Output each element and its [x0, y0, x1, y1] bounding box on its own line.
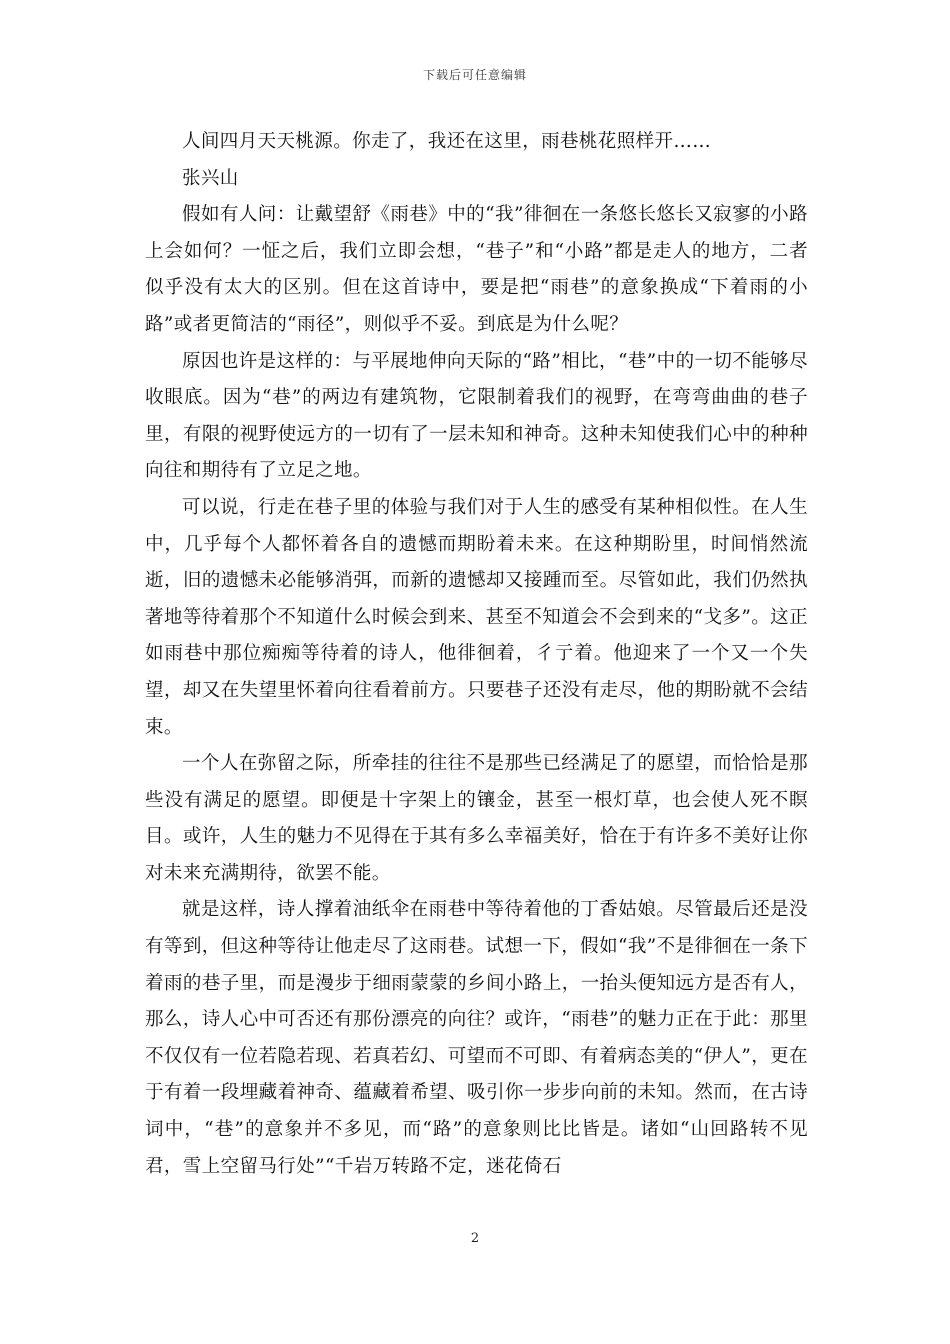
paragraph: 可以说，行走在巷子里的体验与我们对于人生的感受有某种相似性。在人生中，几乎每个人都怀着各自的遗憾而期盼着未来。在这种期盼里，时间悄然流逝，旧的遗憾未必能够消弭，而新的遗憾却又接踵而至。尽管如此，我们仍然执著地等待着那个不知道什么时候会到来、甚至不知道会不会到来的“戈多”。这正如雨巷中那位痴痴等待着的诗人，他徘徊着，彳亍着。他迎来了一个又一个失望，却又在失望里怀着向往看着前方。只要巷子还没有走尽，他的期盼就不会结束。 — [145, 496, 808, 738]
paragraph: 人间四月天天桃源。你走了，我还在这里，雨巷桃花照样开…… — [182, 131, 712, 152]
paragraph: 原因也许是这样的：与平展地伸向天际的“路”相比，“巷”中的一切不能够尽收眼底。因为“巷”的两边有建筑物，它限制着我们的视野，在弯弯曲曲的巷子里，有限的视野使远方的一切有了一层未知和神奇。这种未知使我们心中的种种向往和期待有了立足之地。 — [145, 350, 808, 482]
page-header: 下载后可任意编辑 — [422, 68, 527, 82]
paragraph: 假如有人问：让戴望舒《雨巷》中的“我”徘徊在一条悠长悠长又寂寥的小路上会如何？一怔之后，我们立即会想，“巷子”和“小路”都是走人的地方，二者似乎没有太大的区别。但在这首诗中，要是把“雨巷”的意象换成“下着雨的小路”或者更简洁的“雨径”，则似乎不妥。到底是为什么呢？ — [145, 204, 808, 335]
page-number: 2 — [470, 1231, 480, 1246]
paragraph: 一个人在弥留之际，所牵挂的往往不是那些已经满足了的愿望，而恰恰是那些没有满足的愿望。即便是十字架上的镶金，甚至一根灯草，也会使人死不瞑目。或许，人生的魅力不见得在于其有多么幸福美好，恰在于有许多不美好让你对未来充满期待，欲罢不能。 — [145, 753, 808, 884]
paragraph: 就是这样，诗人撑着油纸伞在雨巷中等待着他的丁香姑娘。尽管最后还是没有等到，但这种等待让他走尽了这雨巷。试想一下，假如“我”不是徘徊在一条下着雨的巷子里，而是漫步于细雨蒙蒙的乡间小路上，一抬头便知远方是否有人，那么，诗人心中可否还有那份漂亮的向往？或许，“雨巷”的魅力正在于此：那里不仅仅有一位若隐若现、若真若幻、可望而不可即、有着病态美的“伊人”，更在于有着一段埋藏着神奇、蕴藏着希望、吸引你一步步向前的未知。然而，在古诗词中，“巷”的意象并不多见，而“路”的意象则比比皆是。诸如“山回路转不见君，雪上空留马行处”“千岩万转路不定，迷花倚石 — [145, 899, 808, 1177]
author-name: 张兴山 — [182, 167, 239, 189]
document-body — [145, 124, 808, 1185]
